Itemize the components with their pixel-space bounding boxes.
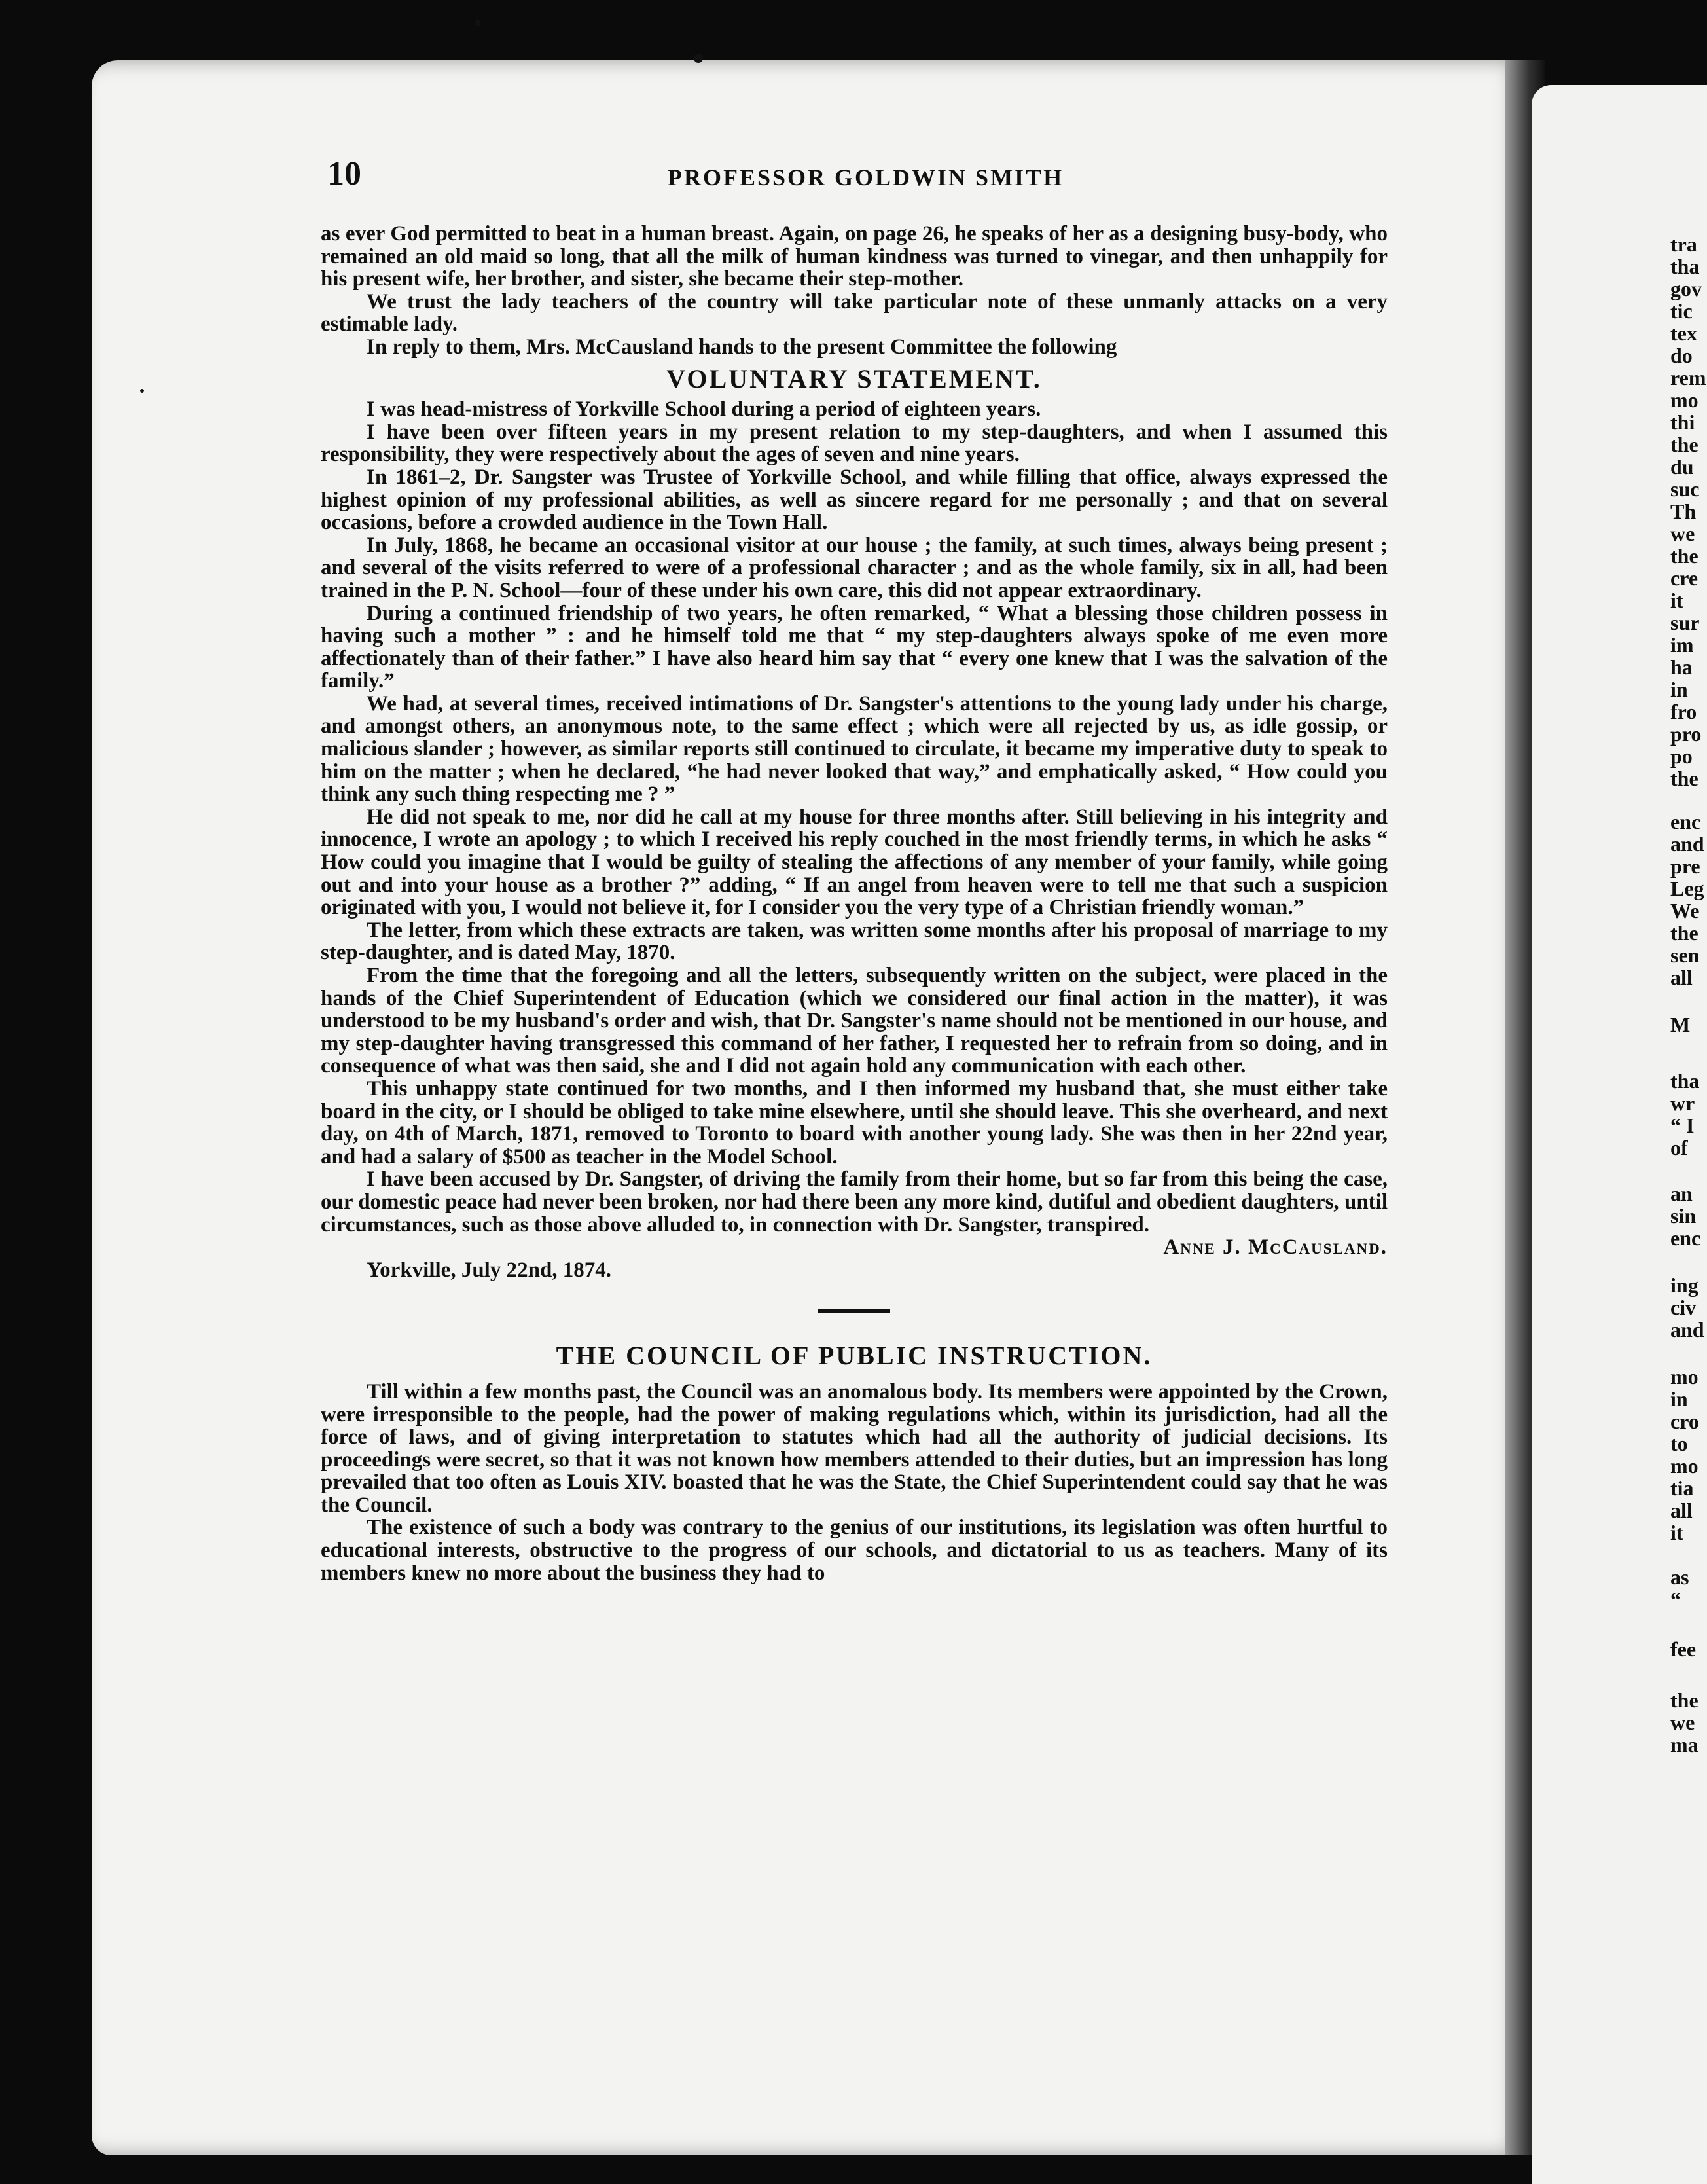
right-page-fragment: tic [1670, 299, 1693, 323]
right-page-fragment: we [1670, 1711, 1695, 1734]
right-page-fragment: “ [1670, 1588, 1681, 1611]
page-number: 10 [327, 155, 361, 192]
right-page-fragment: mo [1670, 388, 1698, 412]
section-heading-voluntary-statement: VOLUNTARY STATEMENT. [666, 363, 1042, 393]
right-page-fragment: all [1670, 966, 1693, 989]
right-page-fragment: im [1670, 633, 1694, 657]
right-page-fragment: mo [1670, 1365, 1698, 1389]
speck [140, 389, 144, 393]
right-page-fragment: sur [1670, 611, 1700, 634]
right-page-fragment: enc [1670, 810, 1701, 833]
paragraph: I have been accused by Dr. Sangster, of driving the family from their home, but so far from this being the case, our domestic peace had never been broken, nor had there been any more kind, dutiful and obedient daughters, until circumstances, such as those above alluded to, in connection with Dr. Sangster, transpired. [321, 1167, 1388, 1237]
right-page-fragment: sin [1670, 1204, 1697, 1228]
paragraph: During a continued friendship of two years, he often remarked, “ What a blessing those children possess in having such a mother ” : and he himself told me that “ my step-daughters always spoke of me even more affectionately than of their father.” I have also heard him say that “ every one knew that I was the salvation of the family.” [321, 601, 1388, 693]
paragraph: In July, 1868, he became an occasional visitor at our house ; the family, at such times, always being present ; and several of the visits referred to were of a professional character ; and as the whole family, six in all, had been trained in the P. N. School—four of these under his own care, this did not appear extraordinary. [321, 533, 1388, 602]
right-page-fragment: fro [1670, 700, 1697, 723]
right-page-fragment: mo [1670, 1454, 1698, 1478]
place-date: Yorkville, July 22nd, 1874. [367, 1258, 612, 1282]
right-page-fragment: suc [1670, 477, 1700, 501]
paragraph: as ever God permitted to beat in a human breast. Again, on page 26, he speaks of her as a designing busy-body, who remained an old maid so long, that all the milk of human kindness was turned to vinegar, and then unhappily for his present wife, her brother, and sister, she became their step-mother. [321, 222, 1388, 291]
paragraph: The existence of such a body was contrary to the genius of our institutions, its legislation was often hurtful to educational interests, obstructive to the progress of our schools, and dictatorial to us as teachers. Many of its members knew no more about the business they had to [321, 1516, 1388, 1585]
right-page-fragment: gov [1670, 277, 1702, 300]
paragraph: We had, at several times, received intimations of Dr. Sangster's attentions to the young lady under his charge, and amongst others, an anonymous note, to the same effect ; which were all rejected by us, as idle gossip, or malicious slander ; however, as similar reports still continued to circulate, it became my imperative duty to speak to him on the matter ; when he declared, “he had never looked that way,” and emphatically asked, “ How could you think any such thing respecting me ? ” [321, 691, 1388, 807]
right-page-fragment: fee [1670, 1637, 1697, 1661]
right-page-fragment: an [1670, 1182, 1693, 1205]
right-page-fragment: as [1670, 1565, 1689, 1589]
right-page-fragment: all [1670, 1499, 1693, 1522]
right-page-fragment: it [1670, 1521, 1683, 1544]
right-page-fragment: cre [1670, 566, 1698, 590]
paragraph: I was head-mistress of Yorkville School during a period of eighteen years. [367, 397, 1041, 422]
speck [475, 20, 480, 26]
paragraph: In reply to them, Mrs. McCausland hands to the present Committee the following [367, 335, 1117, 359]
right-page-fragment: tha [1670, 1069, 1700, 1093]
paragraph: The letter, from which these extracts are taken, was written some months after his proposal of marriage to my step-daughter, and is dated May, 1870. [321, 918, 1388, 965]
right-page-fragment: du [1670, 455, 1694, 479]
right-page-fragment: the [1670, 921, 1698, 945]
paragraph: Till within a few months past, the Council was an anomalous body. Its members were appointed by the Crown, were irresponsible to the people, had the power of making regulations which, within its jurisdiction, had all the force of laws, and of giving interpretation to statutes which had all the authority of judicial decisions. Its proceedings were secret, so that it was not known how members attended to their duties, but an impression has long prevailed that too often as Louis XIV. boasted that he was the State, the Chief Superintendent could say that he was the Council. [321, 1379, 1388, 1517]
speck [694, 54, 703, 63]
section-divider-rule [818, 1309, 890, 1313]
right-page-fragment: in [1670, 1387, 1688, 1411]
right-page-fragment: sen [1670, 943, 1700, 967]
right-page-fragment: ha [1670, 655, 1693, 679]
right-page-fragment: the [1670, 544, 1698, 568]
right-page-fragment: tra [1670, 232, 1697, 256]
right-page-fragment: tha [1670, 255, 1700, 278]
right-page-fragment: pro [1670, 722, 1702, 746]
right-page-fragment: Leg [1670, 877, 1704, 900]
right-page-fragment: M [1670, 1013, 1691, 1036]
right-page-fragment: thi [1670, 410, 1695, 434]
right-page-fragment: of [1670, 1136, 1688, 1159]
right-page-fragment: we [1670, 522, 1695, 545]
paragraph: From the time that the foregoing and all the letters, subsequently written on the subject, were placed in the hands of the Chief Superintendent of Education (which we considered our final action in the matter), it was understood to be my husband's order and wish, that Dr. Sangster's name should not be mentioned in our house, and my step-daughter having transgressed this command of her father, I requested her to refrain from so doing, and in consequence of what was then said, she and I did not again hold any communication with each other. [321, 964, 1388, 1078]
right-page-fragment: ing [1670, 1273, 1698, 1297]
right-page-fragment: and [1670, 1318, 1704, 1341]
right-page-fragment: the [1670, 1688, 1698, 1712]
right-page-fragment: tex [1670, 321, 1697, 345]
right-page-fragment: and [1670, 832, 1704, 856]
running-head: PROFESSOR GOLDWIN SMITH [668, 164, 1064, 191]
right-page-fragment: pre [1670, 854, 1700, 878]
right-page-fragment: tia [1670, 1476, 1694, 1500]
right-page-fragment: to [1670, 1432, 1688, 1455]
paragraph: He did not speak to me, nor did he call at my house for three months after. Still believing in his integrity and innocence, I wrote an apology ; to which I received his reply couched in the most friendly terms, in which he asks “ How could you imagine that I would be guilty of stealing the affections of any member of your family, while going out and into your house as a brother ?” adding, “ If an angel from heaven were to tell me that such a suspicion originated with you, I would not believe it, for I consider you the very type of a Christian friendly woman.” [321, 805, 1388, 920]
signature: Anne J. McCausland. [1163, 1235, 1388, 1260]
paragraph: I have been over fifteen years in my present relation to my step-daughters, and when I assumed this responsibility, they were respectively about the ages of seven and nine years. [321, 420, 1388, 467]
right-page-fragment: ma [1670, 1733, 1698, 1756]
right-page-fragment: rem [1670, 366, 1706, 390]
paragraph: In 1861–2, Dr. Sangster was Trustee of Yorkville School, and while filling that office, always expressed the highest opinion of my professional abilities, as well as sincere regard for me personally ; and that on several occasions, before a crowded audience in the Town Hall. [321, 465, 1388, 535]
right-page-fragment: cro [1670, 1410, 1699, 1433]
right-page-fragment: do [1670, 344, 1693, 367]
right-page-fragment: it [1670, 589, 1683, 612]
main-text-column [321, 223, 1388, 1584]
paragraph: This unhappy state continued for two months, and I then informed my husband that, she must either take board in the city, or I should be obliged to take mine elsewhere, until she should leave. This she overheard, and next day, on 4th of March, 1871, removed to Toronto to board with another young lady. She was then in her 22nd year, and had a salary of $500 as teacher in the Model School. [321, 1076, 1388, 1169]
right-page-fragment: the [1670, 433, 1698, 456]
paragraph: We trust the lady teachers of the country will take particular note of these unmanly attacks on a very estimable lady. [321, 289, 1388, 337]
right-page-fragment: the [1670, 767, 1698, 790]
right-page-fragment: enc [1670, 1226, 1701, 1250]
right-page-fragment: We [1670, 899, 1700, 922]
right-page-fragment: Th [1670, 500, 1697, 523]
right-page-fragment: in [1670, 678, 1688, 701]
right-page-fragment: “ I [1670, 1114, 1695, 1137]
right-page-fragment: civ [1670, 1296, 1697, 1319]
right-page-fragment: po [1670, 744, 1693, 768]
right-page-fragment: wr [1670, 1091, 1695, 1115]
section-heading-council: THE COUNCIL OF PUBLIC INSTRUCTION. [556, 1341, 1153, 1371]
